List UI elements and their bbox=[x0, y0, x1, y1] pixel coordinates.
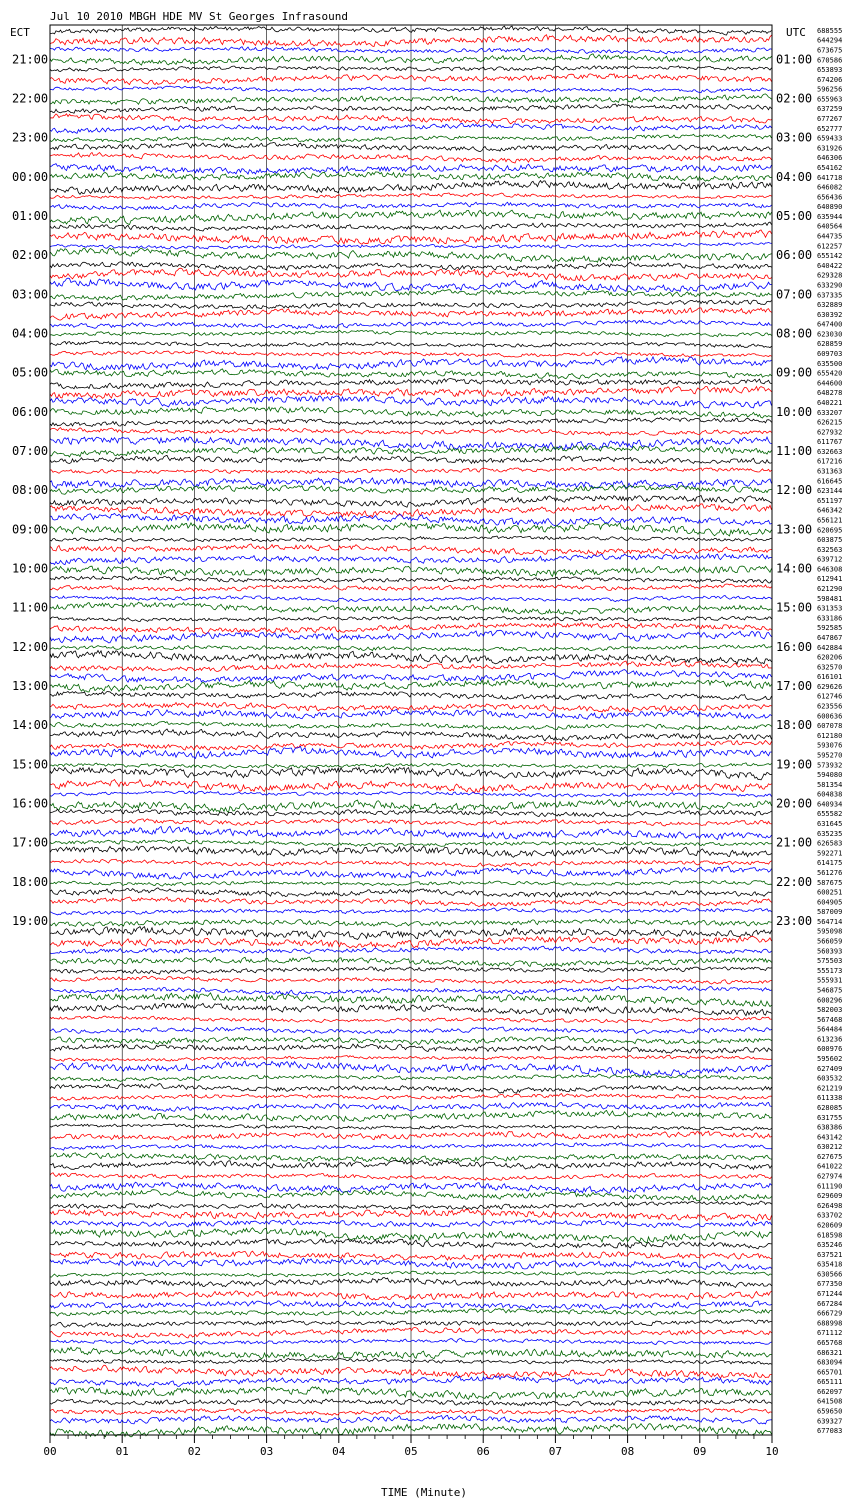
ect-hour-label: 12:00 bbox=[12, 639, 49, 654]
utc-hour-label: 05:00 bbox=[776, 208, 813, 223]
trace-count-label: 683094 bbox=[817, 1358, 843, 1367]
trace-count-label: 607078 bbox=[817, 722, 843, 731]
utc-hour-label: 16:00 bbox=[776, 639, 813, 654]
trace-count-label: 641718 bbox=[817, 173, 843, 182]
trace-count-label: 674206 bbox=[817, 75, 843, 84]
ect-hour-label: 06:00 bbox=[12, 404, 49, 419]
chart-title: Jul 10 2010 MBGH HDE MV St Georges Infrasound bbox=[50, 10, 349, 23]
x-tick-label-03: 03 bbox=[259, 1445, 274, 1458]
utc-hour-label: 14:00 bbox=[776, 561, 813, 576]
trace-count-label: 567468 bbox=[817, 1015, 843, 1024]
trace-count-label: 655142 bbox=[817, 252, 843, 261]
trace-count-label: 616645 bbox=[817, 477, 843, 486]
trace-count-label: 639327 bbox=[817, 1417, 843, 1426]
utc-hour-label: 11:00 bbox=[776, 443, 813, 458]
trace-count-label: 627675 bbox=[817, 1152, 843, 1161]
trace-count-label: 632563 bbox=[817, 545, 843, 554]
utc-hour-label: 18:00 bbox=[776, 718, 813, 733]
trace-count-label: 671244 bbox=[817, 1290, 843, 1299]
trace-count-label: 665701 bbox=[817, 1368, 843, 1377]
trace-count-label: 640890 bbox=[817, 203, 843, 212]
x-axis-label: TIME (Minute) bbox=[380, 1486, 468, 1499]
utc-hour-label: 06:00 bbox=[776, 248, 813, 263]
trace-count-label: 603875 bbox=[817, 536, 843, 545]
trace-count-label: 595098 bbox=[817, 927, 843, 936]
utc-hour-label: 20:00 bbox=[776, 796, 813, 811]
trace-count-label: 644294 bbox=[817, 36, 843, 45]
trace-count-label: 620609 bbox=[817, 1221, 843, 1230]
trace-count-label: 612257 bbox=[817, 242, 843, 251]
trace-count-label: 611190 bbox=[817, 1182, 843, 1191]
trace-count-label: 646308 bbox=[817, 565, 843, 574]
trace-count-label: 573932 bbox=[817, 761, 843, 770]
trace-count-label: 623556 bbox=[817, 702, 843, 711]
x-tick-label-04: 04 bbox=[332, 1445, 346, 1458]
utc-hour-label: 23:00 bbox=[776, 913, 813, 928]
utc-hour-label: 17:00 bbox=[776, 678, 813, 693]
trace-count-label: 648278 bbox=[817, 389, 843, 398]
trace-count-label: 670586 bbox=[817, 56, 843, 65]
trace-count-labels bbox=[817, 27, 842, 1435]
trace-count-label: 600976 bbox=[817, 1045, 843, 1054]
trace-count-label: 628085 bbox=[817, 1103, 843, 1112]
trace-count-label: 640221 bbox=[817, 398, 843, 407]
trace-count-label: 666729 bbox=[817, 1309, 843, 1318]
trace-count-label: 633186 bbox=[817, 614, 843, 623]
x-tick-label-01: 01 bbox=[115, 1445, 129, 1458]
trace-count-label: 627932 bbox=[817, 428, 843, 437]
trace-count-label: 630392 bbox=[817, 310, 843, 319]
ect-hour-label: 23:00 bbox=[12, 130, 49, 145]
trace-count-label: 638386 bbox=[817, 1123, 843, 1132]
trace-count-label: 677267 bbox=[817, 115, 843, 124]
x-tick-label-00: 00 bbox=[43, 1445, 57, 1458]
trace-count-label: 598481 bbox=[817, 594, 843, 603]
trace-count-label: 635246 bbox=[817, 1241, 843, 1250]
ect-hour-label: 01:00 bbox=[12, 208, 49, 223]
trace-count-label: 620695 bbox=[817, 526, 843, 535]
trace-count-label: 609703 bbox=[817, 350, 843, 359]
trace-count-label: 592271 bbox=[817, 849, 843, 858]
ect-hour-label: 10:00 bbox=[12, 561, 49, 576]
trace-count-label: 635235 bbox=[817, 829, 843, 838]
utc-hour-label: 03:00 bbox=[776, 130, 813, 145]
trace-count-label: 635944 bbox=[817, 212, 843, 221]
trace-count-label: 623144 bbox=[817, 487, 843, 496]
trace-count-label: 631353 bbox=[817, 604, 843, 613]
right-axis-title: UTC bbox=[786, 26, 806, 39]
trace-count-label: 629328 bbox=[817, 271, 843, 280]
trace-count-label: 631645 bbox=[817, 820, 843, 829]
trace-count-label: 677350 bbox=[817, 1280, 843, 1289]
trace-count-label: 621219 bbox=[817, 1084, 843, 1093]
trace-count-label: 612941 bbox=[817, 575, 843, 584]
trace-count-label: 593076 bbox=[817, 741, 843, 750]
trace-count-label: 659650 bbox=[817, 1407, 843, 1416]
ect-hour-label: 00:00 bbox=[12, 169, 49, 184]
trace-count-label: 635418 bbox=[817, 1260, 843, 1269]
ect-hour-label: 21:00 bbox=[12, 52, 49, 67]
trace-count-label: 564484 bbox=[817, 1025, 843, 1034]
trace-count-label: 628859 bbox=[817, 340, 843, 349]
trace-count-label: 612180 bbox=[817, 731, 843, 740]
x-tick-label-05: 05 bbox=[404, 1445, 418, 1458]
trace-count-label: 646342 bbox=[817, 506, 843, 515]
trace-count-label: 644735 bbox=[817, 232, 843, 241]
trace-count-label: 641022 bbox=[817, 1162, 843, 1171]
trace-count-label: 640422 bbox=[817, 261, 843, 270]
trace-count-label: 643142 bbox=[817, 1133, 843, 1142]
x-tick-label-09: 09 bbox=[693, 1445, 707, 1458]
trace-count-label: 633290 bbox=[817, 281, 843, 290]
trace-count-label: 555931 bbox=[817, 976, 843, 985]
trace-count-label: 566059 bbox=[817, 937, 843, 946]
trace-count-label: 647867 bbox=[817, 633, 843, 642]
ect-hour-label: 08:00 bbox=[12, 483, 49, 498]
trace-count-label: 596256 bbox=[817, 85, 843, 94]
ect-hour-label: 17:00 bbox=[12, 835, 49, 850]
x-tick-label-08: 08 bbox=[620, 1445, 635, 1458]
x-tick-label-07: 07 bbox=[548, 1445, 563, 1458]
trace-count-label: 667284 bbox=[817, 1299, 843, 1308]
ect-hour-label: 15:00 bbox=[12, 757, 49, 772]
utc-hour-label: 02:00 bbox=[776, 91, 813, 106]
trace-count-label: 637521 bbox=[817, 1250, 843, 1259]
trace-count-label: 626498 bbox=[817, 1201, 843, 1210]
trace-count-label: 637335 bbox=[817, 291, 843, 300]
trace-count-label: 637259 bbox=[817, 105, 843, 114]
trace-count-label: 621290 bbox=[817, 585, 843, 594]
trace-count-label: 595602 bbox=[817, 1055, 843, 1064]
trace-count-label: 631926 bbox=[817, 144, 843, 153]
trace-count-label: 623030 bbox=[817, 330, 843, 339]
ect-hour-label: 04:00 bbox=[12, 326, 49, 341]
trace-count-label: 671112 bbox=[817, 1329, 843, 1338]
trace-count-label: 618598 bbox=[817, 1231, 843, 1240]
ect-hour-label: 11:00 bbox=[12, 600, 49, 615]
utc-hour-label: 01:00 bbox=[776, 52, 813, 67]
ect-hour-label: 19:00 bbox=[12, 913, 49, 928]
utc-hour-label: 04:00 bbox=[776, 169, 813, 184]
utc-hour-label: 12:00 bbox=[776, 483, 813, 498]
trace-count-label: 631755 bbox=[817, 1113, 843, 1122]
trace-count-label: 582003 bbox=[817, 1006, 843, 1015]
ect-hour-label: 22:00 bbox=[12, 91, 49, 106]
x-tick-label-02: 02 bbox=[187, 1445, 202, 1458]
trace-count-label: 673675 bbox=[817, 46, 843, 55]
trace-count-label: 646306 bbox=[817, 154, 843, 163]
trace-count-label: 604905 bbox=[817, 898, 843, 907]
utc-hour-label: 09:00 bbox=[776, 365, 813, 380]
trace-count-label: 632663 bbox=[817, 447, 843, 456]
trace-count-label: 655420 bbox=[817, 369, 843, 378]
trace-count-label: 639712 bbox=[817, 555, 843, 564]
trace-count-label: 561276 bbox=[817, 868, 843, 877]
trace-count-label: 612746 bbox=[817, 692, 843, 701]
trace-count-label: 629626 bbox=[817, 682, 843, 691]
trace-count-label: 611338 bbox=[817, 1094, 843, 1103]
trace-count-label: 656436 bbox=[817, 193, 843, 202]
trace-count-label: 651197 bbox=[817, 496, 843, 505]
trace-count-label: 603532 bbox=[817, 1074, 843, 1083]
ect-hour-label: 14:00 bbox=[12, 718, 49, 733]
utc-hour-label: 22:00 bbox=[776, 874, 813, 889]
trace-count-label: 646082 bbox=[817, 183, 843, 192]
trace-count-label: 688555 bbox=[817, 26, 843, 35]
trace-count-label: 600636 bbox=[817, 712, 843, 721]
trace-count-label: 626583 bbox=[817, 839, 843, 848]
trace-count-label: 629609 bbox=[817, 1192, 843, 1201]
trace-count-label: 626215 bbox=[817, 418, 843, 427]
left-axis-title: ECT bbox=[10, 26, 30, 39]
trace-count-label: 688998 bbox=[817, 1319, 843, 1328]
trace-count-label: 656121 bbox=[817, 516, 843, 525]
trace-count-label: 560393 bbox=[817, 947, 843, 956]
trace-count-label: 647400 bbox=[817, 320, 843, 329]
ect-hour-label: 09:00 bbox=[12, 522, 49, 537]
ect-hour-label: 07:00 bbox=[12, 443, 49, 458]
trace-count-label: 632570 bbox=[817, 663, 843, 672]
trace-count-label: 652777 bbox=[817, 124, 843, 133]
trace-count-label: 600251 bbox=[817, 888, 843, 897]
utc-hour-label: 19:00 bbox=[776, 757, 813, 772]
x-tick-label-06: 06 bbox=[476, 1445, 490, 1458]
ect-hour-label: 03:00 bbox=[12, 287, 49, 302]
ect-hour-label: 02:00 bbox=[12, 248, 49, 263]
trace-count-label: 640564 bbox=[817, 222, 843, 231]
utc-hour-label: 07:00 bbox=[776, 287, 813, 302]
ect-hour-label: 18:00 bbox=[12, 874, 49, 889]
trace-count-label: 665768 bbox=[817, 1338, 843, 1347]
utc-hour-label: 08:00 bbox=[776, 326, 813, 341]
x-axis-ticks bbox=[43, 1435, 778, 1458]
trace-count-label: 641508 bbox=[817, 1397, 843, 1406]
trace-count-label: 633207 bbox=[817, 408, 843, 417]
trace-count-label: 640934 bbox=[817, 800, 843, 809]
trace-count-label: 575503 bbox=[817, 957, 843, 966]
trace-count-label: 630212 bbox=[817, 1143, 843, 1152]
ect-hour-label: 16:00 bbox=[12, 796, 49, 811]
trace-count-label: 642884 bbox=[817, 643, 843, 652]
trace-count-label: 633702 bbox=[817, 1211, 843, 1220]
trace-count-label: 614175 bbox=[817, 859, 843, 868]
trace-count-label: 655963 bbox=[817, 95, 843, 104]
trace-count-label: 644600 bbox=[817, 379, 843, 388]
trace-count-label: 635500 bbox=[817, 359, 843, 368]
trace-count-label: 595270 bbox=[817, 751, 843, 760]
trace-count-label: 617216 bbox=[817, 457, 843, 466]
trace-count-label: 654162 bbox=[817, 163, 843, 172]
trace-count-label: 611767 bbox=[817, 438, 843, 447]
trace-count-label: 581354 bbox=[817, 780, 843, 789]
trace-count-label: 630566 bbox=[817, 1270, 843, 1279]
utc-hour-label: 10:00 bbox=[776, 404, 813, 419]
trace-count-label: 616101 bbox=[817, 673, 843, 682]
trace-count-label: 594080 bbox=[817, 771, 843, 780]
trace-count-label: 587675 bbox=[817, 878, 843, 887]
trace-count-label: 677083 bbox=[817, 1427, 843, 1436]
trace-count-label: 659433 bbox=[817, 134, 843, 143]
trace-count-label: 662097 bbox=[817, 1387, 843, 1396]
trace-count-label: 627409 bbox=[817, 1064, 843, 1073]
ect-hour-label: 05:00 bbox=[12, 365, 49, 380]
trace-count-label: 653893 bbox=[817, 66, 843, 75]
trace-count-label: 555173 bbox=[817, 966, 843, 975]
trace-count-label: 587009 bbox=[817, 908, 843, 917]
trace-count-label: 686321 bbox=[817, 1348, 843, 1357]
trace-count-label: 564714 bbox=[817, 917, 843, 926]
x-tick-label-10: 10 bbox=[765, 1445, 779, 1458]
trace-count-label: 627974 bbox=[817, 1172, 843, 1181]
utc-hour-label: 21:00 bbox=[776, 835, 813, 850]
hour-labels bbox=[12, 52, 812, 928]
trace-count-label: 631363 bbox=[817, 467, 843, 476]
trace-count-label: 632889 bbox=[817, 301, 843, 310]
ect-hour-label: 13:00 bbox=[12, 678, 49, 693]
trace-count-label: 604838 bbox=[817, 790, 843, 799]
utc-hour-label: 13:00 bbox=[776, 522, 813, 537]
trace-count-label: 665111 bbox=[817, 1378, 843, 1387]
trace-count-label: 592585 bbox=[817, 624, 843, 633]
trace-count-label: 546875 bbox=[817, 986, 843, 995]
utc-hour-label: 15:00 bbox=[776, 600, 813, 615]
trace-count-label: 620206 bbox=[817, 653, 843, 662]
trace-count-label: 613236 bbox=[817, 1035, 843, 1044]
trace-count-label: 600296 bbox=[817, 996, 843, 1005]
trace-count-label: 655582 bbox=[817, 810, 843, 819]
